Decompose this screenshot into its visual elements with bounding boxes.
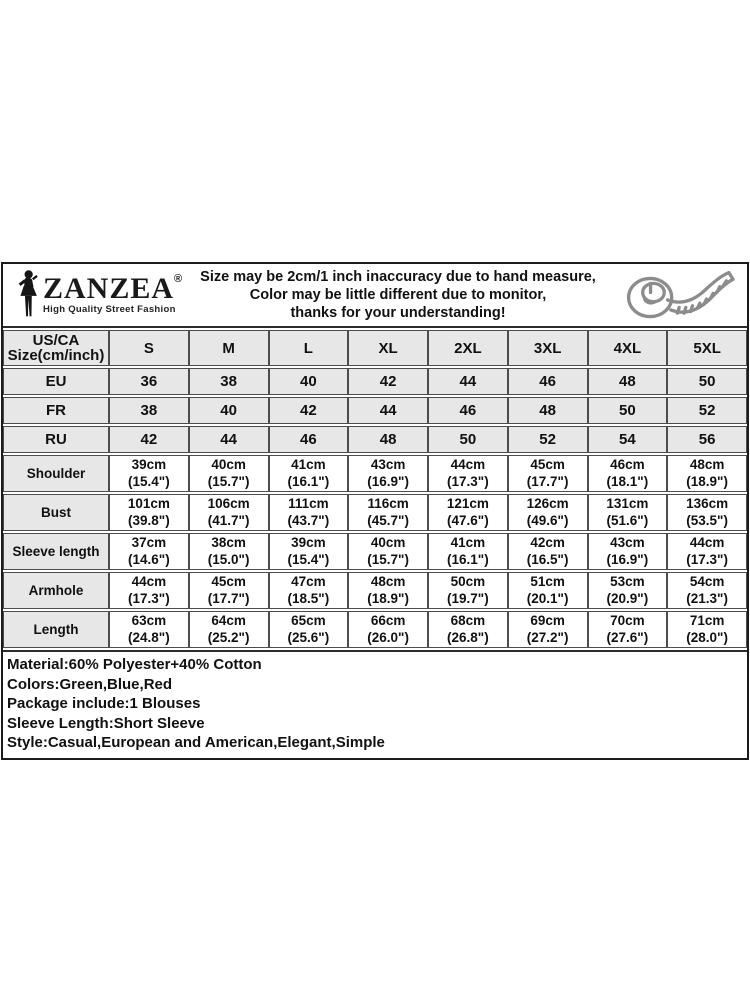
size-cell: 126cm (49.6") [508,494,588,531]
brand-tagline: High Quality Street Fashion [43,304,176,315]
size-cell: 46 [428,397,508,424]
size-header-cell: L [269,330,349,366]
size-cell: 39cm (15.4") [269,533,349,570]
size-header-cell: 4XL [588,330,668,366]
size-cell: 47cm (18.5") [269,572,349,609]
size-cell: 50 [428,426,508,453]
row-shoulder [3,455,747,492]
disclaimer-line: thanks for your understanding! [290,305,506,321]
size-cell: 41cm (16.1") [428,533,508,570]
size-cell: 37cm (14.6") [109,533,189,570]
brand-name-line [43,272,184,305]
size-cell: 44 [428,368,508,395]
detail-line-package: Package include:1 Blouses [7,695,201,712]
size-cell: 116cm (45.7") [348,494,428,531]
size-cell: 45cm (17.7") [508,455,588,492]
size-cell: 48cm (18.9") [348,572,428,609]
size-cell: 38 [109,397,189,424]
row-length [3,611,747,648]
brand-name: ZANZEA [43,272,175,305]
size-cell: 66cm (26.0") [348,611,428,648]
size-cell: 44cm (17.3") [667,533,747,570]
size-cell: 44cm (17.3") [428,455,508,492]
size-cell: 50 [588,397,668,424]
size-cell: 40 [189,397,269,424]
size-cell: 50 [667,368,747,395]
size-header-cell: M [189,330,269,366]
size-cell: 42 [109,426,189,453]
registered-mark: ® [174,273,184,285]
tape-measure-icon-wrap [605,266,745,324]
size-cell: 51cm (20.1") [508,572,588,609]
size-cell: 41cm (16.1") [269,455,349,492]
size-cell: 38 [189,368,269,395]
size-cell: 42 [269,397,349,424]
size-cell: 68cm (26.8") [428,611,508,648]
size-cell: 50cm (19.7") [428,572,508,609]
size-cell: 45cm (17.7") [189,572,269,609]
size-cell: 63cm (24.8") [109,611,189,648]
corner-line2: Size(cm/inch) [7,347,105,364]
row-label: Bust [3,494,109,531]
row-bust [3,494,747,531]
row-label: Length [3,611,109,648]
brand-logo [5,267,191,323]
size-cell: 38cm (15.0") [189,533,269,570]
size-header-cell: XL [348,330,428,366]
size-cell: 131cm (51.6") [588,494,668,531]
disclaimer-line: Size may be 2cm/1 inch inaccuracy due to hand measure, [200,269,596,285]
detail-line-style: Style:Casual,European and American,Elegant,Simple [7,734,385,751]
row-label: RU [3,426,109,453]
size-cell: 36 [109,368,189,395]
size-cell: 106cm (41.7") [189,494,269,531]
row-label: EU [3,368,109,395]
product-details [3,650,747,758]
row-label: Shoulder [3,455,109,492]
detail-line-material: Material:60% Polyester+40% Cotton [7,656,262,673]
size-cell: 48 [508,397,588,424]
size-header-cell: 5XL [667,330,747,366]
size-table [3,328,747,650]
size-header-cell: S [109,330,189,366]
size-cell: 48 [588,368,668,395]
corner-cell [3,330,109,366]
detail-line-colors: Colors:Green,Blue,Red [7,675,173,693]
row-armhole [3,572,747,609]
size-cell: 48cm (18.9") [667,455,747,492]
disclaimer [191,268,605,322]
corner-line1: US/CA [32,332,80,349]
tape-measure-icon [609,266,741,324]
size-cell: 46 [508,368,588,395]
size-cell: 56 [667,426,747,453]
size-cell: 48 [348,426,428,453]
size-cell: 42 [348,368,428,395]
detail-line-sleeve-length: Sleeve Length:Short Sleeve [7,714,205,732]
size-cell: 54cm (21.3") [667,572,747,609]
size-cell: 101cm (39.8") [109,494,189,531]
size-cell: 40 [269,368,349,395]
size-cell: 136cm (53.5") [667,494,747,531]
woman-silhouette-icon [13,267,41,323]
size-cell: 40cm (15.7") [189,455,269,492]
size-cell: 53cm (20.9") [588,572,668,609]
brand-logo-text [43,272,184,315]
size-cell: 46cm (18.1") [588,455,668,492]
size-cell: 43cm (16.9") [588,533,668,570]
size-chart-sheet [1,262,749,760]
size-cell: 52 [667,397,747,424]
row-label: Armhole [3,572,109,609]
size-cell: 39cm (15.4") [109,455,189,492]
disclaimer-line: Color may be little different due to monitor, [249,287,547,303]
row-sleeve-length [3,533,747,570]
size-cell: 42cm (16.5") [508,533,588,570]
row-eu [3,368,747,395]
size-cell: 52 [508,426,588,453]
size-cell: 65cm (25.6") [269,611,349,648]
size-cell: 70cm (27.6") [588,611,668,648]
size-header-cell: 2XL [428,330,508,366]
size-cell: 44 [348,397,428,424]
size-cell: 69cm (27.2") [508,611,588,648]
size-cell: 43cm (16.9") [348,455,428,492]
size-cell: 44cm (17.3") [109,572,189,609]
row-label: Sleeve length [3,533,109,570]
size-cell: 64cm (25.2") [189,611,269,648]
size-cell: 111cm (43.7") [269,494,349,531]
row-ru [3,426,747,453]
row-label: FR [3,397,109,424]
header-band [3,264,747,328]
size-header-cell: 3XL [508,330,588,366]
size-cell: 71cm (28.0") [667,611,747,648]
size-cell: 40cm (15.7") [348,533,428,570]
header-row [3,330,747,366]
row-fr [3,397,747,424]
size-cell: 44 [189,426,269,453]
size-cell: 54 [588,426,668,453]
size-cell: 46 [269,426,349,453]
size-cell: 121cm (47.6") [428,494,508,531]
